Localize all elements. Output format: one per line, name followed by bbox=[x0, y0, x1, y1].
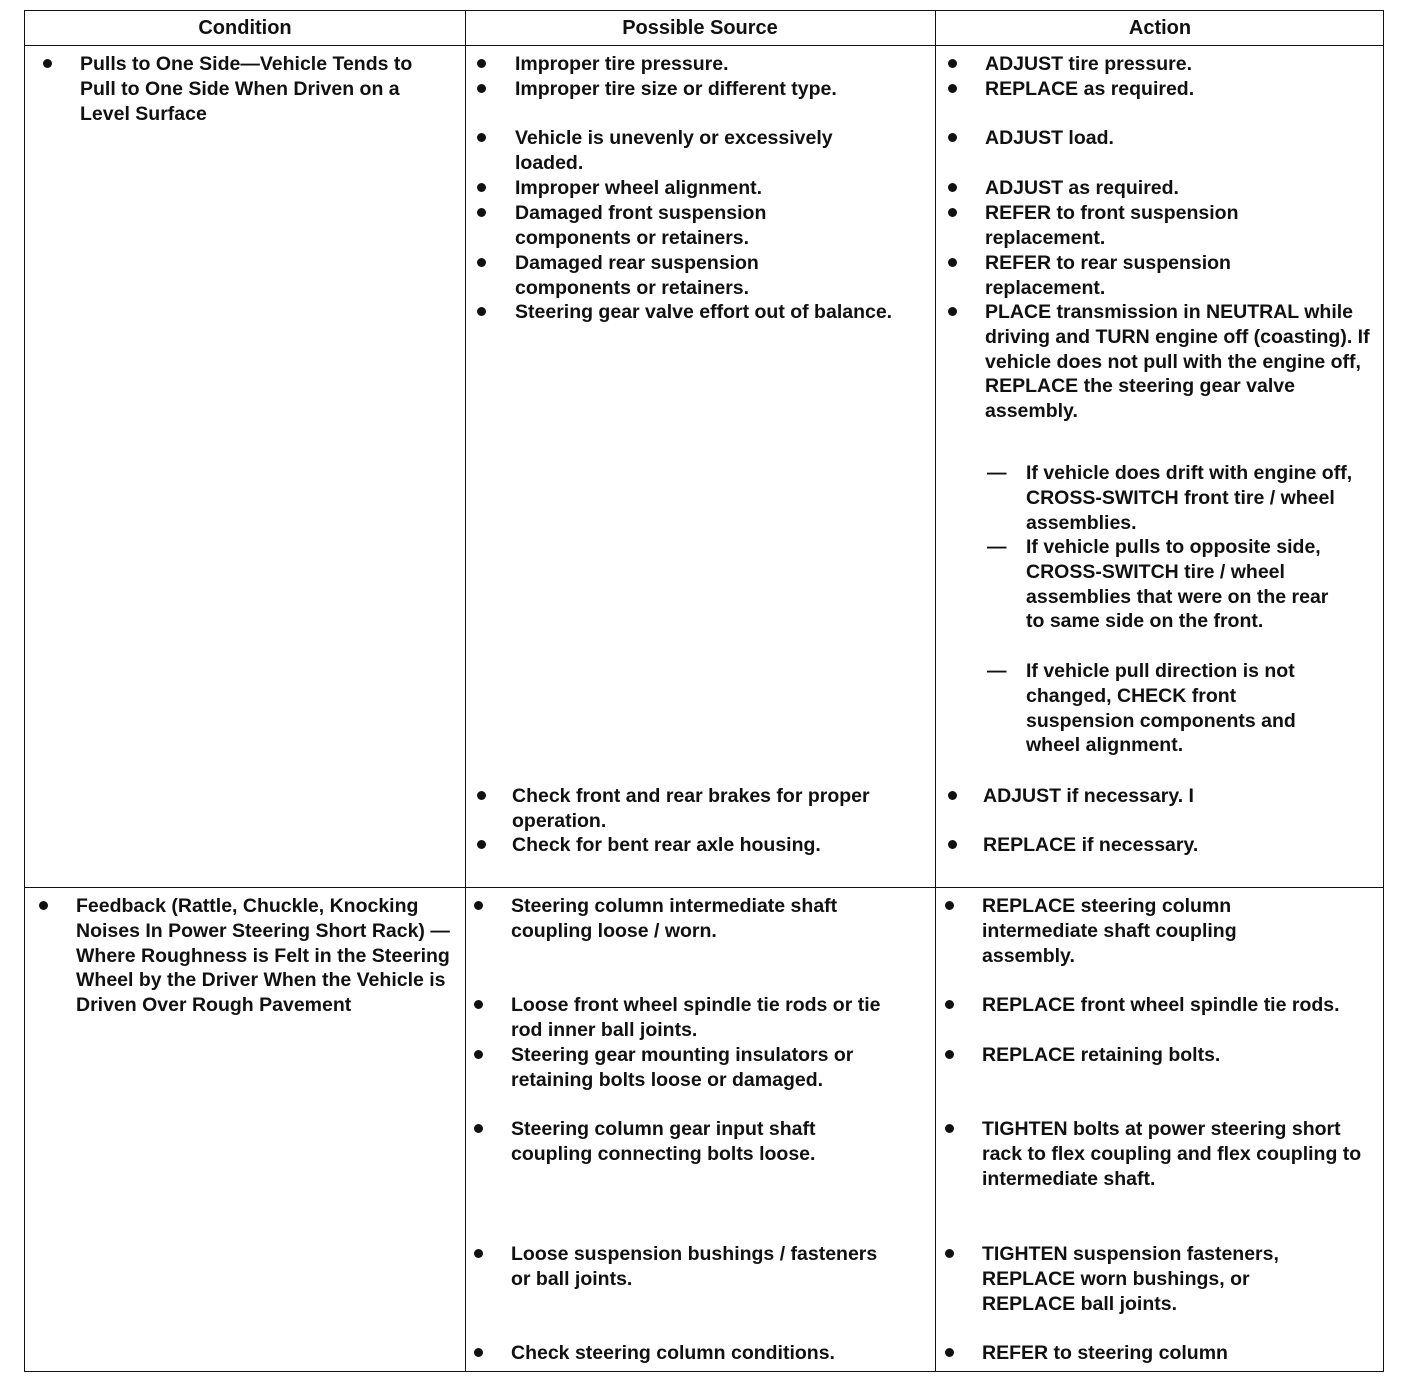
action-item: REPLACE steering column intermediate shaft coupling assembly. bbox=[945, 894, 1290, 968]
bullet-icon bbox=[474, 1050, 483, 1059]
bullet-icon bbox=[948, 307, 957, 316]
action-item: REPLACE as required. bbox=[948, 77, 1368, 102]
column-divider bbox=[465, 11, 466, 1371]
action-item: TIGHTEN suspension fasteners, REPLACE worn bushings, or REPLACE ball joints. bbox=[945, 1242, 1345, 1316]
source-item: Vehicle is unevenly or excessively loaded. bbox=[477, 126, 897, 176]
bullet-icon bbox=[474, 1348, 483, 1357]
source-item: Loose suspension bushings / fasteners or ball joints. bbox=[474, 1242, 894, 1292]
source-item: Steering gear valve effort out of balance. bbox=[477, 300, 897, 325]
bullet-icon bbox=[477, 307, 486, 316]
sub-action-item: — If vehicle pulls to opposite side, CROSS-SWITCH tire / wheel assemblies that were on the rear to same side on the front. bbox=[987, 536, 1329, 633]
action-item: REPLACE if necessary. bbox=[948, 833, 1368, 858]
bullet-icon bbox=[477, 84, 486, 93]
source-item: Check front and rear brakes for proper operation. bbox=[477, 784, 897, 834]
source-item: Steering gear mounting insulators or retaining bolts loose or damaged. bbox=[474, 1043, 894, 1093]
condition-pulls-to-one-side: Pulls to One Side—Vehicle Tends to Pull to One Side When Driven on a Level Surface bbox=[43, 52, 443, 126]
action-item: REFER to front suspension replacement. bbox=[948, 201, 1268, 251]
source-item: Improper tire size or different type. bbox=[477, 77, 917, 102]
bullet-icon bbox=[474, 1249, 483, 1258]
action-item: TIGHTEN bolts at power steering short rack to flex coupling and flex coupling to intermediate shaft. bbox=[945, 1117, 1370, 1191]
action-item: REPLACE front wheel spindle tie rods. bbox=[945, 993, 1365, 1018]
bullet-icon bbox=[945, 1000, 954, 1009]
bullet-icon bbox=[948, 59, 957, 68]
header-divider bbox=[25, 45, 1383, 46]
bullet-icon bbox=[948, 208, 957, 217]
source-item: Improper tire pressure. bbox=[477, 52, 917, 77]
condition-feedback: Feedback (Rattle, Chuckle, Knocking Noises In Power Steering Short Rack) — Where Roughness is Felt in the Steering Wheel by the Driver When the Vehicle is Driven Over Rough Pavement bbox=[39, 894, 454, 1018]
source-item: Steering column gear input shaft coupling connecting bolts loose. bbox=[474, 1117, 894, 1167]
dash-icon: — bbox=[987, 660, 1007, 682]
action-item: REFER to rear suspension replacement. bbox=[948, 251, 1268, 301]
bullet-icon bbox=[474, 1124, 483, 1133]
bullet-icon bbox=[945, 1249, 954, 1258]
bullet-icon bbox=[474, 1000, 483, 1009]
header-action: Action bbox=[1128, 17, 1192, 39]
source-item: Steering column intermediate shaft coupling loose / worn. bbox=[474, 894, 914, 944]
sub-action-item: — If vehicle does drift with engine off, CROSS-SWITCH front tire / wheel assemblies. bbox=[987, 462, 1353, 534]
header-possible-source: Possible Source bbox=[622, 17, 778, 39]
bullet-icon bbox=[477, 183, 486, 192]
bullet-icon bbox=[948, 840, 957, 849]
bullet-icon bbox=[477, 258, 486, 267]
bullet-icon bbox=[39, 901, 48, 910]
bullet-icon bbox=[948, 791, 957, 800]
sub-action-item: — If vehicle pull direction is not changed, CHECK front suspension components and wheel alignment. bbox=[987, 660, 1296, 757]
bullet-icon bbox=[945, 1124, 954, 1133]
header-condition: Condition bbox=[198, 17, 292, 39]
bullet-icon bbox=[948, 258, 957, 267]
bullet-icon bbox=[43, 59, 52, 68]
action-item: REPLACE retaining bolts. bbox=[945, 1043, 1365, 1068]
source-item: Damaged rear suspension components or retainers. bbox=[477, 251, 837, 301]
bullet-icon bbox=[477, 840, 486, 849]
diagnosis-table bbox=[24, 10, 1384, 1372]
row-divider bbox=[25, 887, 1383, 888]
action-item: ADJUST as required. bbox=[948, 176, 1368, 201]
dash-icon: — bbox=[987, 462, 1007, 484]
bullet-icon bbox=[477, 791, 486, 800]
action-item: REFER to steering column bbox=[945, 1341, 1365, 1366]
bullet-icon bbox=[945, 901, 954, 910]
bullet-icon bbox=[477, 59, 486, 68]
source-item: Check steering column conditions. bbox=[474, 1341, 914, 1366]
source-item: Loose front wheel spindle tie rods or tie rod inner ball joints. bbox=[474, 993, 894, 1043]
source-item: Damaged front suspension components or retainers. bbox=[477, 201, 837, 251]
dash-icon: — bbox=[987, 536, 1007, 558]
bullet-icon bbox=[948, 84, 957, 93]
action-item: ADJUST if necessary. I bbox=[948, 784, 1368, 809]
bullet-icon bbox=[945, 1348, 954, 1357]
bullet-icon bbox=[477, 208, 486, 217]
action-item: ADJUST load. bbox=[948, 126, 1368, 151]
source-item: Improper wheel alignment. bbox=[477, 176, 917, 201]
bullet-icon bbox=[945, 1050, 954, 1059]
bullet-icon bbox=[948, 133, 957, 142]
action-item: PLACE transmission in NEUTRAL while driving and TURN engine off (coasting). If vehicle does not pull with the engine off, REPLACE the steering gear valve assembly. bbox=[948, 300, 1373, 424]
column-divider bbox=[935, 11, 936, 1371]
bullet-icon bbox=[477, 133, 486, 142]
action-item: ADJUST tire pressure. bbox=[948, 52, 1368, 77]
bullet-icon bbox=[474, 901, 483, 910]
source-item: Check for bent rear axle housing. bbox=[477, 833, 917, 858]
bullet-icon bbox=[948, 183, 957, 192]
